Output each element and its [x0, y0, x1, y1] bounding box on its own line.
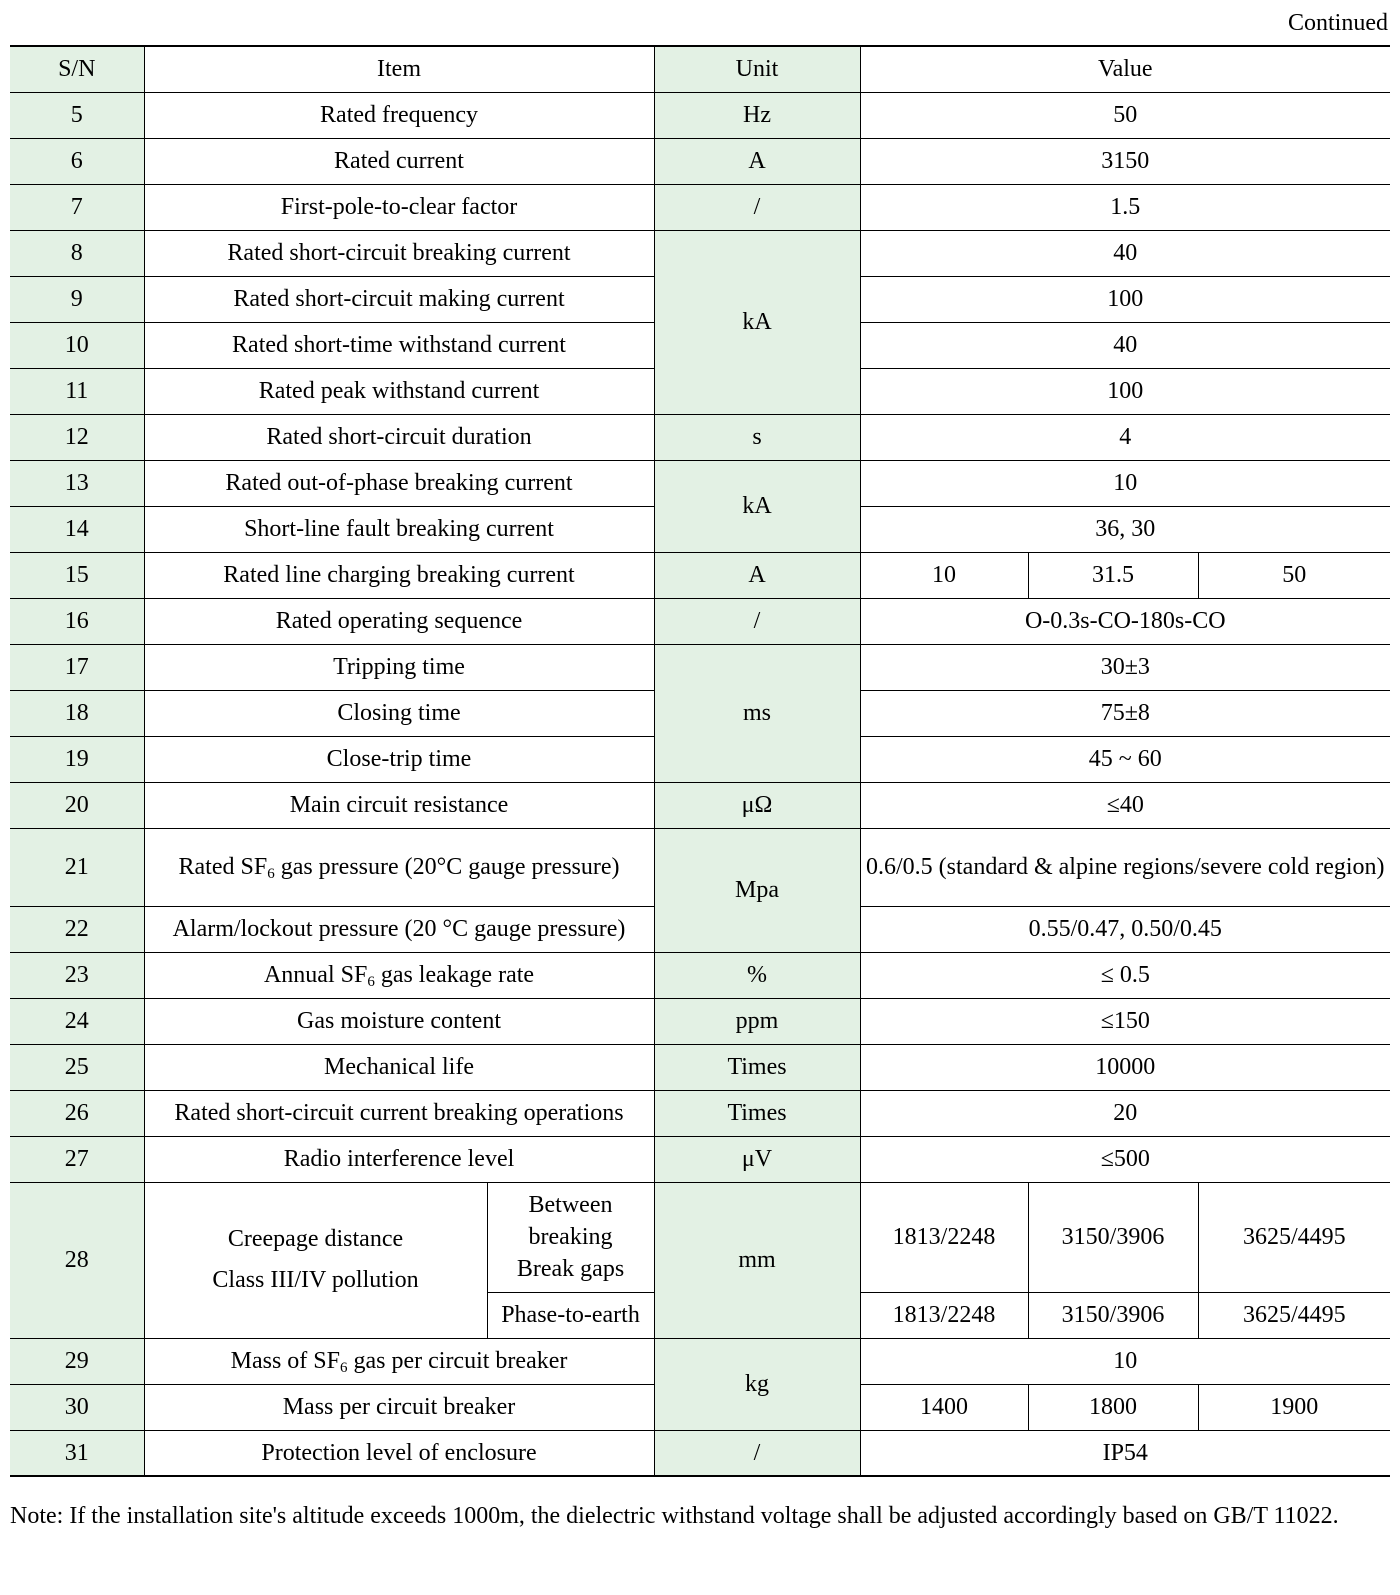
item-cell: Radio interference level: [144, 1136, 654, 1182]
table-row: [10, 644, 1390, 690]
item-cell: Mechanical life: [144, 1044, 654, 1090]
table-row: [10, 1338, 1390, 1384]
unit-cell: kg: [654, 1338, 860, 1430]
table-row: [10, 414, 1390, 460]
unit-cell: Times: [654, 1044, 860, 1090]
unit-cell: kA: [654, 230, 860, 414]
value-cell: 75±8: [860, 690, 1390, 736]
value-cell: 3150: [860, 138, 1390, 184]
value-cell: 1813/2248: [860, 1182, 1028, 1292]
sn-cell: 31: [10, 1430, 144, 1476]
value-cell: 10: [860, 1338, 1390, 1384]
sn-cell: 5: [10, 92, 144, 138]
table-row: [10, 1430, 1390, 1476]
item-cell: Close-trip time: [144, 736, 654, 782]
value-cell: 10000: [860, 1044, 1390, 1090]
value-cell: O-0.3s-CO-180s-CO: [860, 598, 1390, 644]
value-cell: ≤ 0.5: [860, 952, 1390, 998]
item-cell: Gas moisture content: [144, 998, 654, 1044]
header-item: Item: [144, 46, 654, 92]
item-text: Mass of SF: [230, 1348, 340, 1374]
sn-cell: 17: [10, 644, 144, 690]
table-row: [10, 92, 1390, 138]
sub-item-line: Break gaps: [516, 1256, 625, 1282]
sn-cell: 9: [10, 276, 144, 322]
sn-cell: 6: [10, 138, 144, 184]
value-cell: 4: [860, 414, 1390, 460]
table-row: [10, 1090, 1390, 1136]
unit-cell: μΩ: [654, 782, 860, 828]
item-text: gas leakage rate: [374, 962, 535, 988]
unit-cell: /: [654, 1430, 860, 1476]
unit-cell: kA: [654, 460, 860, 552]
sn-cell: 26: [10, 1090, 144, 1136]
item-cell: [144, 828, 654, 906]
value-cell: ≤40: [860, 782, 1390, 828]
value-cell: 1900: [1198, 1384, 1390, 1430]
value-cell: 31.5: [1028, 552, 1198, 598]
value-cell: 40: [860, 322, 1390, 368]
item-line: Class III/IV pollution: [212, 1267, 419, 1293]
sn-cell: 23: [10, 952, 144, 998]
unit-cell: /: [654, 598, 860, 644]
unit-cell: ppm: [654, 998, 860, 1044]
sub-item-cell: Phase-to-earth: [487, 1292, 654, 1338]
unit-cell: /: [654, 184, 860, 230]
sn-cell: 13: [10, 460, 144, 506]
table-note: Note: If the installation site's altitude exceeds 1000m, the dielectric withstand voltage shall be adjusted accordingly based on GB/T 11022.: [10, 1503, 1339, 1529]
value-cell: ≤500: [860, 1136, 1390, 1182]
table-row: [10, 460, 1390, 506]
value-cell: 45 ~ 60: [860, 736, 1390, 782]
item-cell: Rated short-circuit making current: [144, 276, 654, 322]
table-row: [10, 552, 1390, 598]
sn-cell: 10: [10, 322, 144, 368]
header-unit: Unit: [654, 46, 860, 92]
unit-cell: Hz: [654, 92, 860, 138]
unit-cell: A: [654, 552, 860, 598]
item-cell: Protection level of enclosure: [144, 1430, 654, 1476]
item-cell: Mass per circuit breaker: [144, 1384, 654, 1430]
table-row: [10, 828, 1390, 906]
item-cell: Rated operating sequence: [144, 598, 654, 644]
table-row: [10, 138, 1390, 184]
value-cell: 0.6/0.5 (standard & alpine regions/severe cold region): [860, 828, 1390, 906]
continued-label: Continued: [1288, 10, 1388, 36]
unit-cell: %: [654, 952, 860, 998]
sub-item-cell: [487, 1182, 654, 1292]
item-cell: Tripping time: [144, 644, 654, 690]
subscript: 6: [267, 866, 275, 882]
unit-cell: Mpa: [654, 828, 860, 952]
item-line: Creepage distance: [227, 1226, 404, 1252]
item-cell: Rated line charging breaking current: [144, 552, 654, 598]
unit-cell: ms: [654, 644, 860, 782]
value-cell: 3625/4495: [1198, 1182, 1390, 1292]
sn-cell: 7: [10, 184, 144, 230]
table-row: [10, 782, 1390, 828]
item-cell: Rated short-circuit current breaking operations: [144, 1090, 654, 1136]
unit-cell: Times: [654, 1090, 860, 1136]
item-text: Annual SF: [263, 962, 368, 988]
value-cell: 1800: [1028, 1384, 1198, 1430]
item-text: Rated SF: [178, 854, 268, 880]
sn-cell: 8: [10, 230, 144, 276]
sub-item-line: breaking: [528, 1224, 613, 1250]
header-value: Value: [860, 46, 1390, 92]
sn-cell: 29: [10, 1338, 144, 1384]
unit-cell: s: [654, 414, 860, 460]
table-row: [10, 1044, 1390, 1090]
item-cell: Rated out-of-phase breaking current: [144, 460, 654, 506]
value-cell: 36, 30: [860, 506, 1390, 552]
header-row: [10, 46, 1390, 92]
item-cell: [144, 1338, 654, 1384]
value-cell: 50: [1198, 552, 1390, 598]
value-cell: 100: [860, 368, 1390, 414]
table-row: [10, 230, 1390, 276]
sn-cell: 19: [10, 736, 144, 782]
item-cell: [144, 1182, 487, 1338]
subscript: 6: [367, 974, 375, 990]
value-cell: 100: [860, 276, 1390, 322]
value-cell: 1813/2248: [860, 1292, 1028, 1338]
sn-cell: 12: [10, 414, 144, 460]
sn-cell: 20: [10, 782, 144, 828]
value-cell: 20: [860, 1090, 1390, 1136]
table-row: [10, 998, 1390, 1044]
sn-cell: 22: [10, 906, 144, 952]
item-cell: Rated short-circuit breaking current: [144, 230, 654, 276]
sn-cell: 18: [10, 690, 144, 736]
item-cell: First-pole-to-clear factor: [144, 184, 654, 230]
item-cell: Closing time: [144, 690, 654, 736]
item-text: gas pressure (20°C gauge pressure): [274, 854, 620, 880]
value-cell: 40: [860, 230, 1390, 276]
header-sn: S/N: [10, 46, 144, 92]
value-cell: 30±3: [860, 644, 1390, 690]
sn-cell: 27: [10, 1136, 144, 1182]
item-cell: Short-line fault breaking current: [144, 506, 654, 552]
sn-cell: 25: [10, 1044, 144, 1090]
spec-table: [10, 45, 1390, 1477]
sn-cell: 30: [10, 1384, 144, 1430]
table-row: [10, 598, 1390, 644]
value-cell: 10: [860, 460, 1390, 506]
value-cell: 1400: [860, 1384, 1028, 1430]
value-cell: ≤150: [860, 998, 1390, 1044]
item-cell: Rated short-time withstand current: [144, 322, 654, 368]
sn-cell: 16: [10, 598, 144, 644]
item-cell: Rated short-circuit duration: [144, 414, 654, 460]
unit-cell: μV: [654, 1136, 860, 1182]
sn-cell: 11: [10, 368, 144, 414]
item-cell: Rated peak withstand current: [144, 368, 654, 414]
value-cell: 0.55/0.47, 0.50/0.45: [860, 906, 1390, 952]
value-cell: 3150/3906: [1028, 1182, 1198, 1292]
sn-cell: 15: [10, 552, 144, 598]
value-cell: 10: [860, 552, 1028, 598]
table-row: [10, 184, 1390, 230]
sn-cell: 24: [10, 998, 144, 1044]
item-cell: Main circuit resistance: [144, 782, 654, 828]
item-cell: Rated current: [144, 138, 654, 184]
value-cell: 50: [860, 92, 1390, 138]
item-cell: [144, 952, 654, 998]
sn-cell: 28: [10, 1182, 144, 1338]
item-text: gas per circuit breaker: [347, 1348, 568, 1374]
item-cell: Rated frequency: [144, 92, 654, 138]
subscript: 6: [339, 1360, 348, 1376]
sn-cell: 21: [10, 828, 144, 906]
value-cell: IP54: [860, 1430, 1390, 1476]
value-cell: 3150/3906: [1028, 1292, 1198, 1338]
value-cell: 3625/4495: [1198, 1292, 1390, 1338]
table-row: [10, 952, 1390, 998]
sn-cell: 14: [10, 506, 144, 552]
table-row: [10, 1182, 1390, 1292]
unit-cell: mm: [654, 1182, 860, 1338]
unit-cell: A: [654, 138, 860, 184]
item-cell: Alarm/lockout pressure (20 °C gauge pressure): [144, 906, 654, 952]
value-cell: 1.5: [860, 184, 1390, 230]
table-row: [10, 1136, 1390, 1182]
sub-item-line: Between: [528, 1192, 613, 1218]
